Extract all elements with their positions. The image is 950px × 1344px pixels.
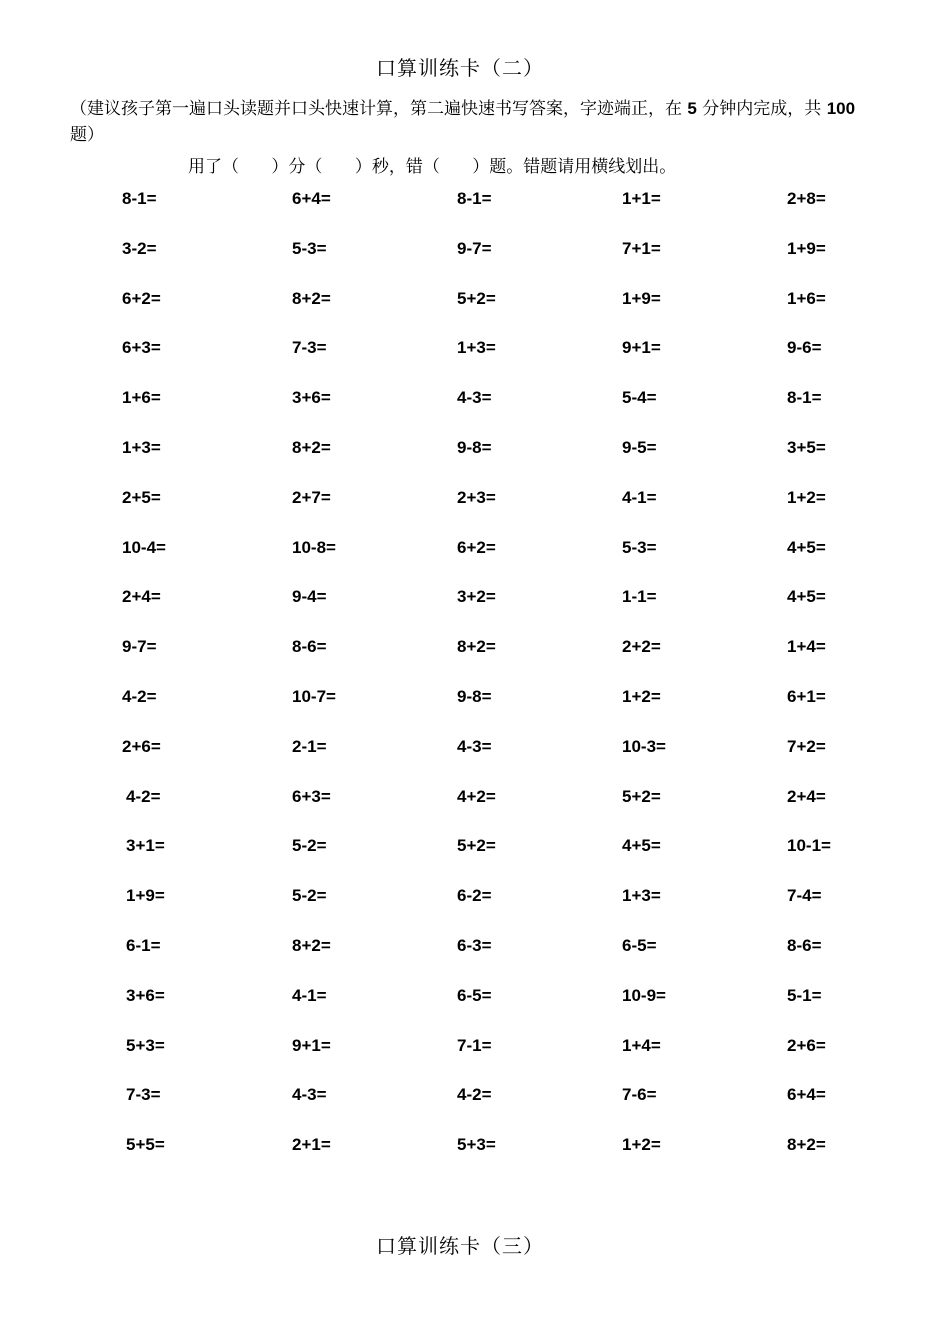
problem-cell: 6+3= [122, 338, 161, 358]
problem-cell: 6-5= [457, 985, 492, 1005]
problem-cell: 1+9= [622, 288, 661, 308]
problem-cell: 9-7= [122, 637, 157, 657]
problem-cell: 5-4= [622, 388, 657, 408]
instructions-minutes: 5 [687, 99, 697, 118]
problem-row [0, 1081, 950, 1131]
problem-cell: 2+1= [292, 1135, 331, 1155]
problem-cell: 1+1= [622, 189, 661, 208]
problem-cell: 6+1= [787, 686, 826, 706]
problem-row [0, 733, 950, 783]
problem-cell: 6-1= [126, 935, 161, 955]
problem-cell: 7+1= [622, 238, 661, 258]
problem-cell: 4-2= [122, 686, 157, 706]
problem-row [0, 832, 950, 882]
instructions [70, 96, 870, 148]
problem-cell: 4-3= [292, 1085, 327, 1105]
problem-cell: 6+2= [122, 288, 161, 308]
problem-cell: 3+6= [292, 388, 331, 408]
problem-cell: 7-6= [622, 1085, 657, 1105]
problem-cell: 1+9= [787, 238, 826, 258]
problem-cell: 7-3= [126, 1085, 161, 1105]
problem-cell: 3+1= [126, 836, 165, 856]
problem-row [0, 1032, 950, 1082]
problem-row [0, 334, 950, 384]
problem-cell: 4+5= [787, 587, 826, 607]
problem-cell: 9-6= [787, 338, 822, 358]
problem-cell: 4-3= [457, 388, 492, 408]
problem-cell: 2+4= [787, 786, 826, 806]
problem-cell: 6+3= [292, 786, 331, 806]
problem-cell: 1+6= [122, 388, 161, 408]
problem-row [0, 484, 950, 534]
problem-cell: 5+5= [126, 1135, 165, 1155]
problem-row [0, 285, 950, 335]
problem-cell: 10-1= [787, 836, 831, 856]
problem-cell: 8-1= [122, 189, 157, 208]
problem-cell: 5-2= [292, 836, 327, 856]
problem-cell: 1+6= [787, 288, 826, 308]
problem-cell: 2+5= [122, 487, 161, 507]
problem-cell: 5+2= [457, 836, 496, 856]
problem-grid [0, 185, 950, 1181]
problem-row [0, 932, 950, 982]
problem-row [0, 982, 950, 1032]
problem-cell: 5-2= [292, 886, 327, 906]
problem-row [0, 583, 950, 633]
problem-cell: 8+2= [292, 935, 331, 955]
problem-cell: 4-2= [126, 786, 161, 806]
problem-cell: 9+1= [622, 338, 661, 358]
problem-cell: 1+2= [622, 1135, 661, 1155]
problem-cell: 3-2= [122, 238, 157, 258]
problem-cell: 8-1= [457, 189, 492, 208]
problem-cell: 8+2= [292, 288, 331, 308]
problem-cell: 2+4= [122, 587, 161, 607]
problem-row [0, 185, 950, 235]
problem-cell: 8+2= [292, 437, 331, 457]
problem-cell: 5+2= [622, 786, 661, 806]
problem-cell: 9-5= [622, 437, 657, 457]
problem-cell: 5+3= [126, 1035, 165, 1055]
problem-cell: 1+3= [122, 437, 161, 457]
problem-cell: 2+8= [787, 189, 826, 208]
problem-cell: 5+2= [457, 288, 496, 308]
problem-cell: 10-7= [292, 686, 336, 706]
timer-line: 用了（ ）分（ ）秒，错（ ）题。错题请用横线划出。 [188, 157, 677, 177]
problem-row [0, 384, 950, 434]
problem-cell: 9-8= [457, 686, 492, 706]
problem-cell: 3+6= [126, 985, 165, 1005]
problem-cell: 6-3= [457, 935, 492, 955]
problem-cell: 9-8= [457, 437, 492, 457]
problem-cell: 5-1= [787, 985, 822, 1005]
instructions-count: 100 [826, 99, 856, 118]
problem-cell: 6+2= [457, 537, 496, 557]
problem-cell: 1+9= [126, 886, 165, 906]
problem-cell: 9-4= [292, 587, 327, 607]
problem-cell: 9+1= [292, 1035, 331, 1055]
problem-cell: 7-3= [292, 338, 327, 358]
problem-cell: 10-8= [292, 537, 336, 557]
problem-cell: 4-3= [457, 736, 492, 756]
problem-cell: 8-6= [292, 637, 327, 657]
problem-cell: 4-1= [622, 487, 657, 507]
next-card-title: 口算训练卡（三） [376, 1234, 544, 1258]
problem-cell: 7+2= [787, 736, 826, 756]
problem-cell: 2+2= [622, 637, 661, 657]
problem-cell: 4-1= [292, 985, 327, 1005]
problem-cell: 3+5= [787, 437, 826, 457]
problem-cell: 8-6= [787, 935, 822, 955]
problem-cell: 6-5= [622, 935, 657, 955]
problem-row [0, 683, 950, 733]
problem-cell: 4+5= [622, 836, 661, 856]
instructions-text-1: （建议孩子第一遍口头读题并口头快速计算，第二遍快速书写答案，字迹端正，在 [70, 99, 688, 119]
problem-row [0, 235, 950, 285]
problem-cell: 8-1= [787, 388, 822, 408]
problem-cell: 6+4= [292, 189, 331, 208]
page-title: 口算训练卡（二） [376, 56, 544, 80]
problem-cell: 5-3= [622, 537, 657, 557]
problem-cell: 9-7= [457, 238, 492, 258]
problem-row [0, 434, 950, 484]
problem-cell: 2+6= [787, 1035, 826, 1055]
problem-cell: 7-4= [787, 886, 822, 906]
instructions-text-3: 题） [70, 125, 104, 145]
problem-row [0, 1131, 950, 1181]
problem-cell: 10-3= [622, 736, 666, 756]
problem-row [0, 783, 950, 833]
problem-cell: 5-3= [292, 238, 327, 258]
problem-cell: 8+2= [457, 637, 496, 657]
problem-cell: 3+2= [457, 587, 496, 607]
problem-cell: 1+2= [787, 487, 826, 507]
problem-cell: 7-1= [457, 1035, 492, 1055]
problem-cell: 6+4= [787, 1085, 826, 1105]
problem-cell: 6-2= [457, 886, 492, 906]
problem-row [0, 882, 950, 932]
problem-cell: 2+7= [292, 487, 331, 507]
problem-row [0, 534, 950, 584]
problem-cell: 8+2= [787, 1135, 826, 1155]
problem-cell: 1+3= [457, 338, 496, 358]
problem-cell: 2-1= [292, 736, 327, 756]
problem-cell: 4+2= [457, 786, 496, 806]
problem-cell: 4+5= [787, 537, 826, 557]
problem-cell: 2+3= [457, 487, 496, 507]
problem-cell: 1+4= [787, 637, 826, 657]
problem-cell: 10-9= [622, 985, 666, 1005]
problem-cell: 4-2= [457, 1085, 492, 1105]
problem-cell: 10-4= [122, 537, 166, 557]
problem-cell: 1+2= [622, 686, 661, 706]
problem-cell: 1-1= [622, 587, 657, 607]
problem-cell: 1+3= [622, 886, 661, 906]
problem-row [0, 633, 950, 683]
problem-cell: 1+4= [622, 1035, 661, 1055]
instructions-text-2: 分钟内完成，共 [696, 99, 827, 119]
problem-cell: 2+6= [122, 736, 161, 756]
problem-cell: 5+3= [457, 1135, 496, 1155]
